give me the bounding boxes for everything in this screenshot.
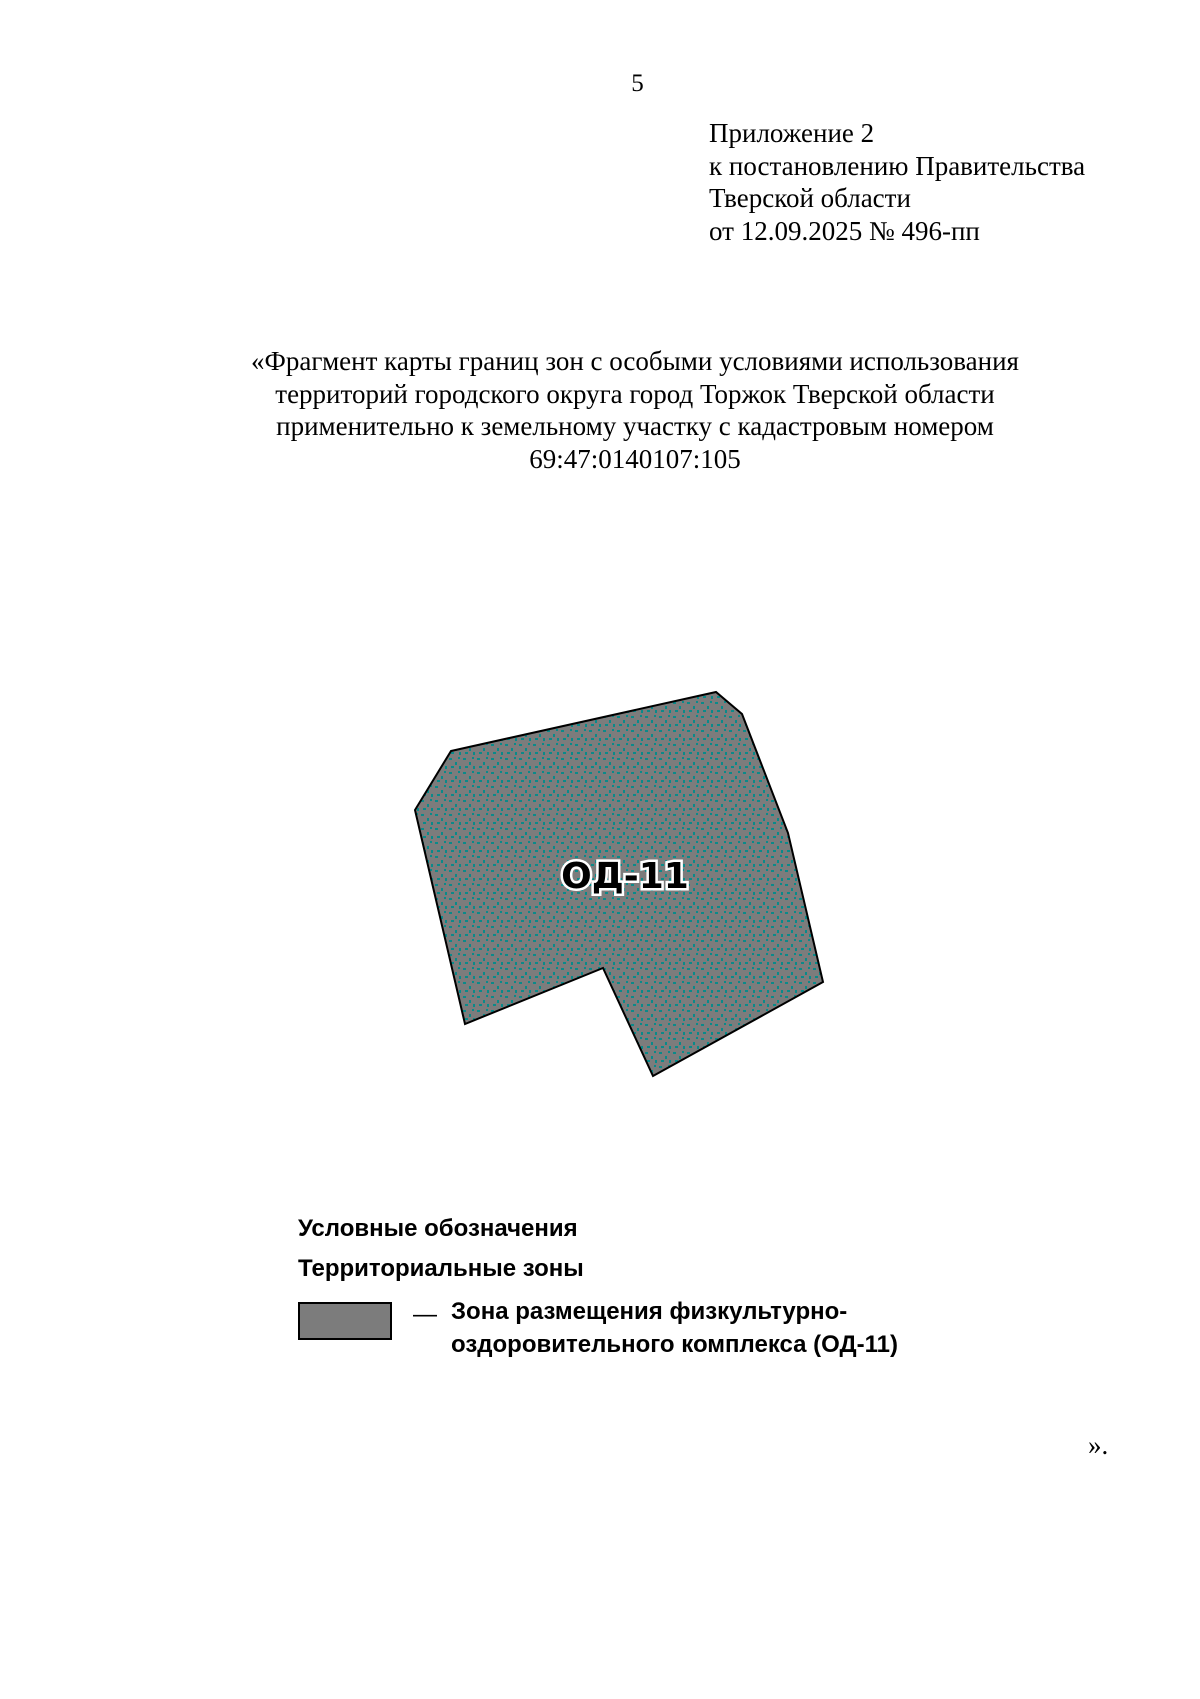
title-line: «Фрагмент карты границ зон с особыми условиями использования (251, 346, 1019, 376)
title-line: применительно к земельному участку с кадастровым номером (276, 411, 994, 441)
appendix-line: к постановлению Правительства (709, 150, 1086, 181)
closing-quote: ». (1088, 1430, 1109, 1460)
appendix-line: от 12.09.2025 № 496-пп (709, 215, 980, 246)
title-line: 69:47:0140107:105 (529, 443, 741, 474)
title-line: территорий городского округа город Торжок Тверской области (275, 378, 995, 409)
legend-heading: Условные обозначения (298, 1215, 578, 1242)
legend-desc-line: Зона размещения физкультурно- (451, 1298, 848, 1325)
legend-subheading: Территориальные зоны (298, 1255, 584, 1282)
legend-dash: — (413, 1301, 437, 1328)
appendix-line: Приложение 2 (709, 118, 875, 148)
page-number: 5 (631, 70, 644, 97)
zone-od-11-label: ОД-11 (561, 856, 689, 897)
legend-desc-line: оздоровительного комплекса (ОД-11) (451, 1331, 898, 1358)
legend-zone-swatch (298, 1302, 392, 1340)
appendix-line: Тверской области (709, 183, 911, 213)
legend-zone-description (451, 1295, 898, 1361)
